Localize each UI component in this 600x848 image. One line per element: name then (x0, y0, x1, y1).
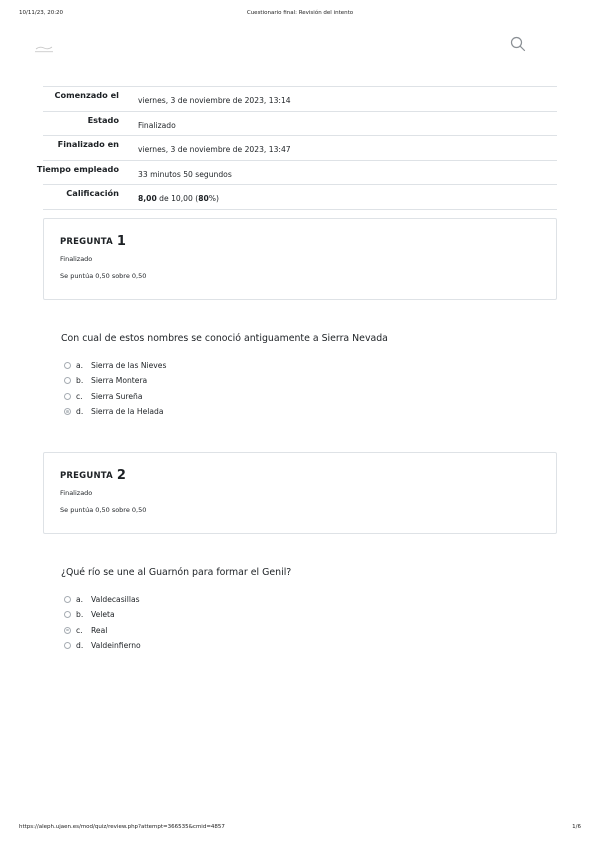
radio-button[interactable] (64, 642, 71, 649)
answer-text: Sierra de la Helada (91, 406, 164, 416)
summary-row-finished (43, 136, 557, 161)
print-page-count: 1/6 (572, 824, 581, 830)
summary-value: Finalizado (138, 120, 176, 130)
summary-label: Finalizado en (57, 139, 119, 149)
summary-row-started (43, 87, 557, 112)
question-grade: Se puntúa 0,50 sobre 0,50 (60, 272, 147, 280)
radio-button-selected[interactable] (64, 408, 71, 415)
radio-button[interactable] (64, 362, 71, 369)
summary-value: 33 minutos 50 segundos (138, 169, 232, 179)
question-prefix: PREGUNTA (60, 471, 113, 481)
print-date: 10/11/23, 20:20 (19, 10, 64, 16)
question-info-box (43, 218, 557, 300)
search-icon[interactable] (510, 36, 526, 52)
summary-label: Calificación (66, 188, 119, 198)
radio-button[interactable] (64, 393, 71, 400)
question-number (60, 233, 126, 248)
question-state: Finalizado (60, 489, 93, 497)
summary-row-state (43, 112, 557, 137)
summary-value: viernes, 3 de noviembre de 2023, 13:14 (138, 96, 291, 105)
grade-suffix: %) (208, 194, 219, 203)
print-url: https://aleph.ujaen.es/mod/quiz/review.php?attempt=366535&cmid=4857 (19, 824, 225, 830)
answer-text: Sierra Sureña (91, 391, 143, 401)
answer-letter: a. (76, 595, 84, 604)
grade-middle: de 10,00 ( (156, 194, 199, 203)
radio-button[interactable] (64, 596, 71, 603)
print-header (19, 10, 581, 20)
summary-label: Tiempo empleado (36, 163, 119, 174)
question-prefix: PREGUNTA (60, 237, 113, 247)
summary-value: viernes, 3 de noviembre de 2023, 13:47 (138, 145, 291, 154)
question-number (60, 467, 126, 482)
answer-text: Valdecasillas (91, 595, 140, 604)
summary-row-grade (43, 185, 557, 210)
answer-letter: a. (76, 361, 84, 370)
answer-text: Sierra de las Nieves (91, 361, 167, 370)
question-number-value: 1 (116, 234, 127, 249)
answer-text: Veleta (91, 610, 115, 620)
grade-percent: 80 (198, 194, 209, 203)
question-text: Con cual de estos nombres se conoció antiguamente a Sierra Nevada (61, 333, 388, 344)
answer-text: Real (91, 625, 108, 635)
attempt-summary-table (36, 86, 557, 210)
radio-button[interactable] (64, 377, 71, 384)
summary-row-time-taken (36, 161, 557, 186)
question-number-value: 2 (116, 468, 127, 483)
question-info-box (43, 452, 557, 534)
answer-letter: d. (76, 640, 84, 650)
question-text: ¿Qué río se une al Guarnón para formar el Genil? (61, 567, 292, 578)
site-logo[interactable] (32, 40, 56, 52)
summary-label: Estado (87, 114, 119, 125)
answer-letter: c. (76, 625, 83, 635)
grade-score: 8,00 (138, 194, 157, 203)
grade-value (138, 194, 219, 203)
question-grade: Se puntúa 0,50 sobre 0,50 (60, 506, 147, 514)
radio-button-selected[interactable] (64, 627, 71, 634)
answer-letter: b. (76, 376, 84, 386)
print-title: Cuestionario final: Revisión del intento (246, 10, 354, 16)
print-footer (19, 824, 581, 834)
answer-text: Valdeinfierno (91, 640, 141, 650)
answer-letter: d. (76, 406, 84, 416)
radio-button[interactable] (64, 611, 71, 618)
answer-text: Sierra Montera (91, 376, 148, 386)
question-state: Finalizado (60, 255, 93, 263)
answer-letter: c. (76, 391, 83, 401)
answer-letter: b. (76, 610, 84, 620)
summary-label: Comenzado el (54, 90, 119, 100)
